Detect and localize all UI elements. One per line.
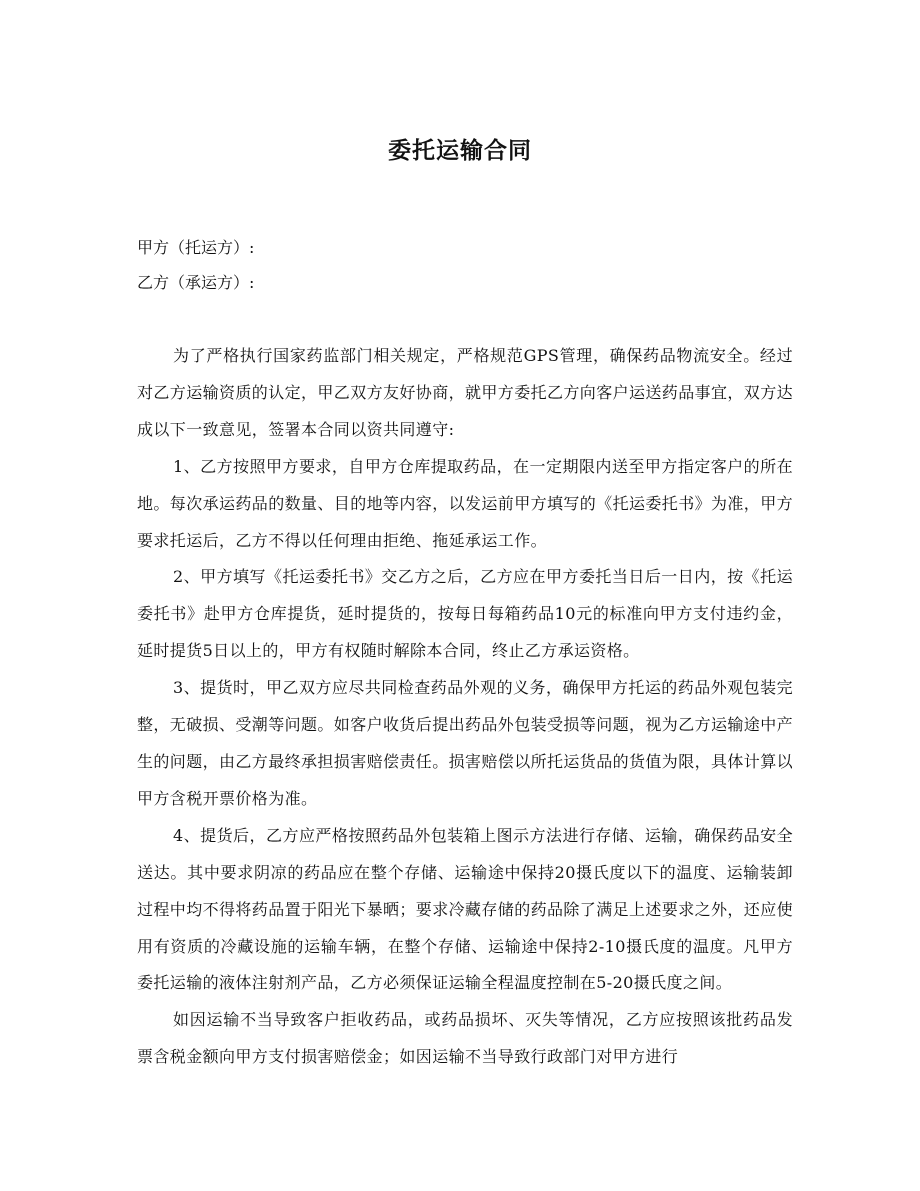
contract-body [137,338,793,1076]
document-title: 委托运输合同 [388,137,532,164]
clause-4-paragraph: 4、提货后，乙方应严格按照药品外包装箱上图示方法进行存储、运输，确保药品安全送达。其中要求阴凉的药品应在整个存储、运输途中保持20摄氏度以下的温度、运输装卸过程中均不得将药品置于阳光下暴晒；要求冷藏存储的药品除了满足上述要求之外，还应使用有资质的冷藏设施的运输车辆，在整个存储、运输途中保持2-10摄氏度的温度。凡甲方委托运输的液体注射剂产品，乙方必须保证运输全程温度控制在5-20摄氏度之间。 [137,825,794,993]
liability-paragraph: 如因运输不当导致客户拒收药品，或药品损坏、灭失等情况，乙方应按照该批药品发票含税金额向甲方支付损害赔偿金；如因运输不当导致行政部门对甲方进行 [137,1010,793,1067]
preamble-paragraph: 为了严格执行国家药监部门相关规定，严格规范GPS管理，确保药品物流安全。经过对乙方运输资质的认定，甲乙双方友好协商，就甲方委托乙方向客户运送药品事宜，双方达成以下一致意见，签署本合同以资共同遵守: [137,346,794,439]
party-b-line: 乙方（承运方）: [137,273,255,292]
clause-3-paragraph: 3、提货时，甲乙双方应尽共同检查药品外观的义务，确保甲方托运的药品外观包装完整，无破损、受潮等问题。如客户收货后提出药品外包装受损等问题，视为乙方运输途中产生的问题，由乙方最终承担损害赔偿责任。损害赔偿以所托运货品的货值为限，具体计算以甲方含税开票价格为准。 [137,678,794,808]
clause-2-paragraph: 2、甲方填写《托运委托书》交乙方之后，乙方应在甲方委托当日后一日内，按《托运委托书》赴甲方仓库提货，延时提货的，按每日每箱药品10元的标准向甲方支付违约金，延时提货5日以上的，甲方有权随时解除本合同，终止乙方承运资格。 [137,567,793,661]
party-a-line: 甲方（托运方）: [137,238,255,257]
clause-1-paragraph: 1、乙方按照甲方要求，自甲方仓库提取药品，在一定期限内送至甲方指定客户的所在地。每次承运药品的数量、目的地等内容，以发运前甲方填写的《托运委托书》为准，甲方要求托运后，乙方不得以任何理由拒绝、拖延承运工作。 [137,456,794,550]
